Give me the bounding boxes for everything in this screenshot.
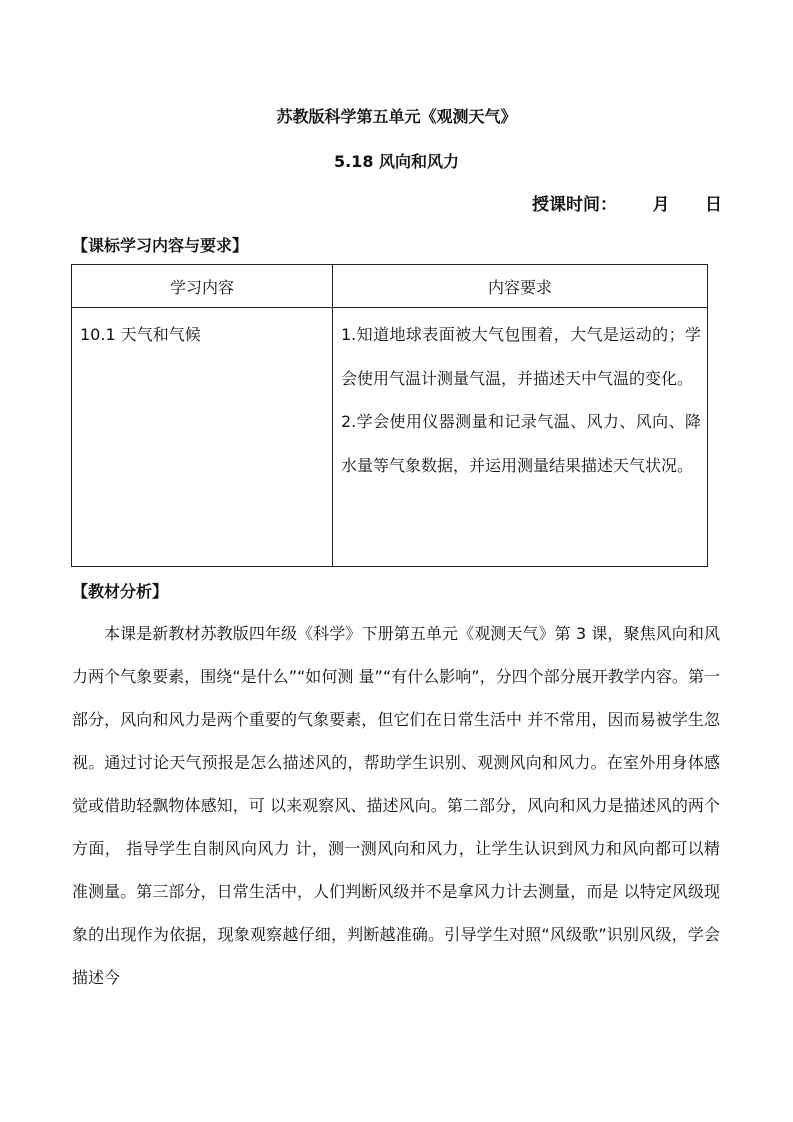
table-cell-requirements [333,308,708,567]
document-title: 苏教版科学第五单元《观测天气》 [276,107,517,126]
section-heading-textbook-analysis: 【教材分析】 [72,582,169,601]
requirement-item: 1.知道地球表面被大气包围着，大气是运动的；学会使用气温计测量气温，并描述天中气温的变化。 [341,325,701,388]
teaching-date-line: 授课时间： 月 日 [531,195,722,215]
table-cell-content: 10.1 天气和气候 [72,308,333,567]
analysis-paragraph: 本课是新教材苏教版四年级《科学》下册第五单元《观测天气》第 3 课，聚焦风向和风力两个气象要素，围绕“是什么”“如何测 量”“有什么影响”，分四个部分展开教学内容。第一部分，风向和风力是两个重要的气象要素，但它们在日常生活中 并不常用，因而易被学生忽视。通过讨论天气预报是怎么描述风的，帮助学生识别、观测风向和风力。在室外用身体感觉或借助轻飘物体感知，可 以来观察风、描述风向。第二部分，风向和风力是描述风的两个方面， 指导学生自制风向风力 计，测一测风向和风力，让学生认识到风力和风向都可以精准测量。第三部分，日常生活中，人们判断风级并不是拿风力计去测量，而是 以特定风级现象的出现作为依据，现象观察越仔细，判断越准确。引导学生对照“风级歌”识别风级，学会描述今 [72,624,720,987]
curriculum-table [71,264,708,567]
section-heading-curriculum: 【课标学习内容与要求】 [72,236,249,255]
table-header-content: 学习内容 [72,265,333,308]
requirement-item: 2.学会使用仪器测量和记录气温、风力、风向、降水量等气象数据，并运用测量结果描述天气状况。 [341,412,701,475]
table-header-row [72,265,708,308]
table-row [72,308,708,567]
table-header-requirements: 内容要求 [333,265,708,308]
lesson-title: 5.18 风向和风力 [333,152,460,171]
